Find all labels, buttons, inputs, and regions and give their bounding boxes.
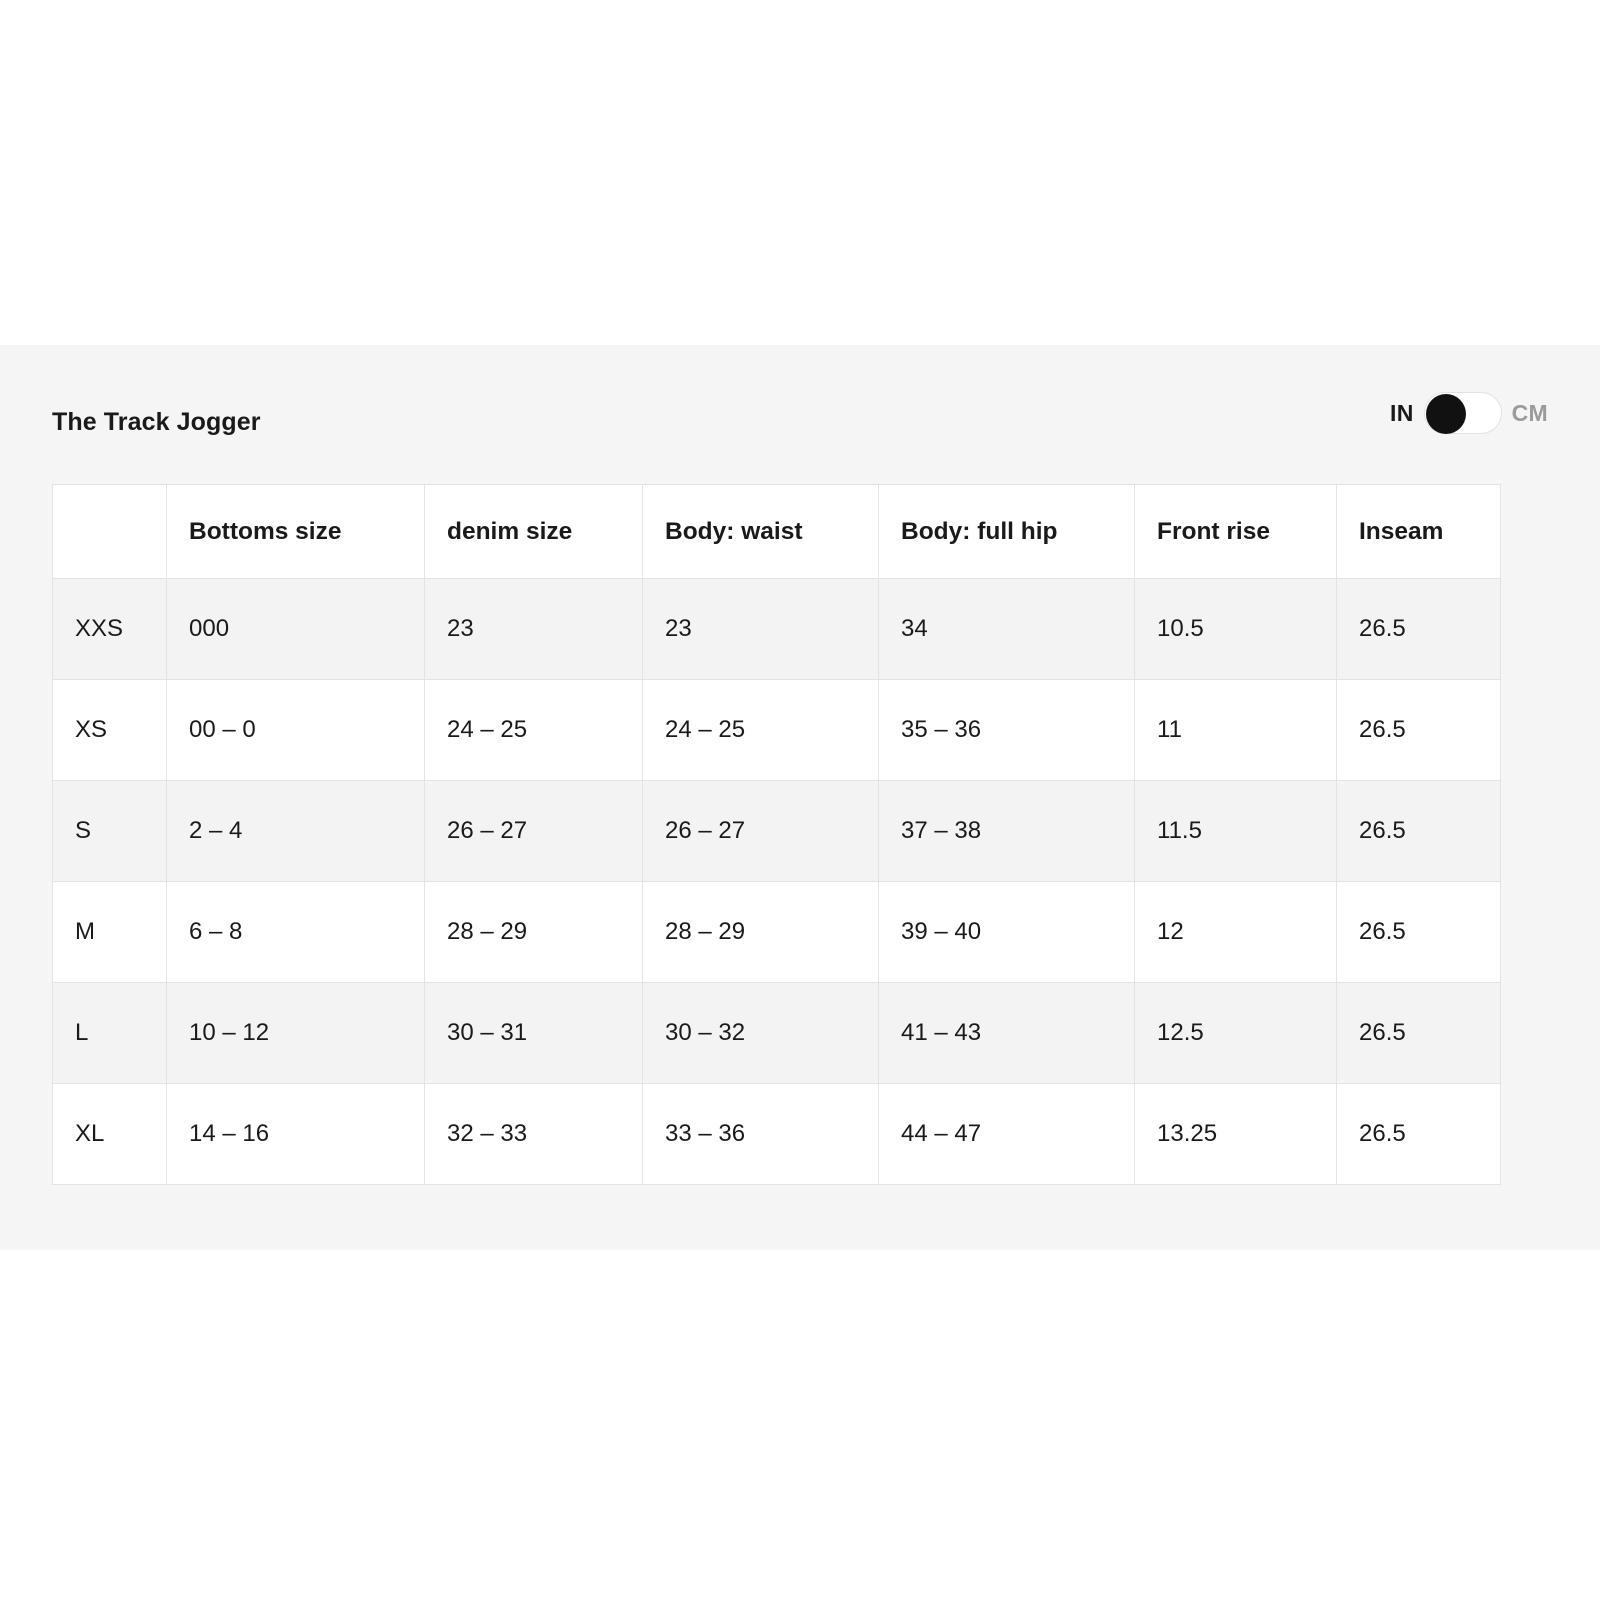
cell-body-waist: 30 – 32	[643, 983, 879, 1084]
table-row	[53, 781, 1501, 882]
cell-inseam: 26.5	[1337, 781, 1501, 882]
cell-body-full-hip: 44 – 47	[879, 1084, 1135, 1185]
table-row	[53, 1084, 1501, 1185]
cell-bottoms-size: 6 – 8	[167, 882, 425, 983]
cell-front-rise: 11.5	[1135, 781, 1337, 882]
cell-bottoms-size: 14 – 16	[167, 1084, 425, 1185]
row-size-label: XL	[53, 1084, 167, 1185]
cell-body-waist: 33 – 36	[643, 1084, 879, 1185]
cell-front-rise: 12	[1135, 882, 1337, 983]
unit-label-in: IN	[1390, 399, 1414, 426]
column-header-front-rise: Front rise	[1135, 485, 1337, 579]
column-header-denim-size: denim size	[425, 485, 643, 579]
unit-toggle[interactable]	[1390, 390, 1548, 436]
cell-bottoms-size: 000	[167, 579, 425, 680]
cell-denim-size: 30 – 31	[425, 983, 643, 1084]
unit-switch-knob	[1426, 394, 1466, 434]
row-size-label: M	[53, 882, 167, 983]
column-header-inseam: Inseam	[1337, 485, 1501, 579]
cell-body-waist: 24 – 25	[643, 680, 879, 781]
row-size-label: S	[53, 781, 167, 882]
cell-front-rise: 12.5	[1135, 983, 1337, 1084]
page-title: The Track Jogger	[52, 408, 261, 436]
cell-inseam: 26.5	[1337, 680, 1501, 781]
table-header-row	[53, 485, 1501, 579]
cell-inseam: 26.5	[1337, 882, 1501, 983]
unit-label-cm: CM	[1511, 399, 1548, 426]
cell-inseam: 26.5	[1337, 983, 1501, 1084]
cell-inseam: 26.5	[1337, 579, 1501, 680]
size-table-head	[53, 485, 1501, 579]
cell-denim-size: 24 – 25	[425, 680, 643, 781]
table-row	[53, 579, 1501, 680]
cell-front-rise: 11	[1135, 680, 1337, 781]
row-size-label: L	[53, 983, 167, 1084]
table-row	[53, 882, 1501, 983]
row-size-label: XS	[53, 680, 167, 781]
cell-bottoms-size: 2 – 4	[167, 781, 425, 882]
cell-front-rise: 13.25	[1135, 1084, 1337, 1185]
cell-denim-size: 28 – 29	[425, 882, 643, 983]
cell-body-waist: 23	[643, 579, 879, 680]
size-table-body	[53, 579, 1501, 1185]
size-table	[52, 484, 1501, 1185]
cell-front-rise: 10.5	[1135, 579, 1337, 680]
cell-bottoms-size: 10 – 12	[167, 983, 425, 1084]
cell-denim-size: 26 – 27	[425, 781, 643, 882]
cell-body-full-hip: 39 – 40	[879, 882, 1135, 983]
column-header-body-full-hip: Body: full hip	[879, 485, 1135, 579]
column-header-body-waist: Body: waist	[643, 485, 879, 579]
cell-body-full-hip: 34	[879, 579, 1135, 680]
cell-body-waist: 26 – 27	[643, 781, 879, 882]
row-size-label: XXS	[53, 579, 167, 680]
cell-body-waist: 28 – 29	[643, 882, 879, 983]
cell-inseam: 26.5	[1337, 1084, 1501, 1185]
column-header-size	[53, 485, 167, 579]
cell-denim-size: 23	[425, 579, 643, 680]
cell-body-full-hip: 35 – 36	[879, 680, 1135, 781]
table-row	[53, 983, 1501, 1084]
table-row	[53, 680, 1501, 781]
cell-body-full-hip: 37 – 38	[879, 781, 1135, 882]
cell-bottoms-size: 00 – 0	[167, 680, 425, 781]
cell-body-full-hip: 41 – 43	[879, 983, 1135, 1084]
column-header-bottoms-size: Bottoms size	[167, 485, 425, 579]
cell-denim-size: 32 – 33	[425, 1084, 643, 1185]
unit-switch[interactable]	[1424, 392, 1502, 434]
